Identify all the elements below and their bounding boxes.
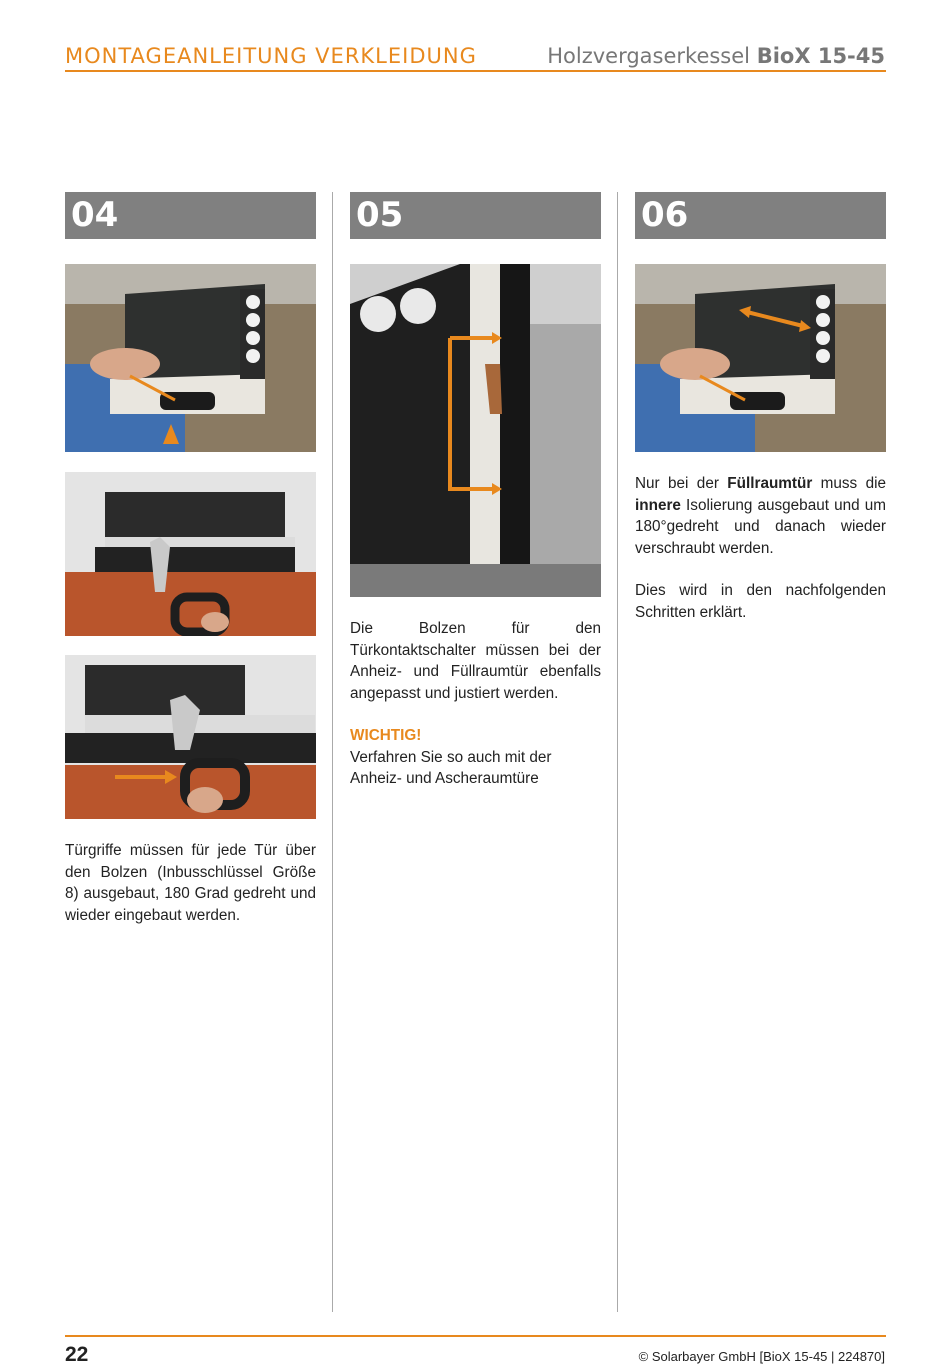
step-number-06: 06 bbox=[635, 192, 886, 239]
step-06-description bbox=[635, 473, 886, 623]
column-divider bbox=[332, 192, 333, 1312]
section-title: MONTAGEANLEITUNG VERKLEIDUNG bbox=[65, 44, 477, 68]
step-06-text-after: Isolierung ausgebaut und um 180°gedreht und danach wieder verschraubt werden. bbox=[635, 496, 886, 557]
photo-handle-rotated bbox=[65, 655, 316, 819]
product-title-plain: Holzvergaserkessel bbox=[547, 44, 751, 68]
step-06-text-mid: muss die bbox=[820, 475, 886, 492]
step-06-text bbox=[635, 473, 886, 559]
step-05-text: Die Bolzen für den Türkontaktschalter müssen bei der Anheiz- und Füllraumtür ebenfalls angepasst und justiert werden. bbox=[350, 620, 601, 702]
photo-insulation-rotation bbox=[635, 264, 886, 452]
footer-rule bbox=[65, 1335, 886, 1337]
step-06-text-before: Nur bei der bbox=[635, 475, 719, 492]
step-number-05: 05 bbox=[350, 192, 601, 239]
product-title-bold: BioX 15-45 bbox=[756, 44, 885, 68]
photo-door-handle-removal bbox=[65, 264, 316, 452]
important-label: WICHTIG! bbox=[350, 727, 422, 744]
step-06-bold-inner: innere bbox=[635, 496, 681, 514]
page-number: 22 bbox=[65, 1343, 89, 1366]
product-title bbox=[547, 44, 885, 68]
photo-handle-bolt bbox=[65, 472, 316, 636]
step-06-text2: Dies wird in den nachfolgenden Schritten erklärt. bbox=[635, 582, 886, 621]
important-text: Verfahren Sie so auch mit der Anheiz- und Ascheraumtüre bbox=[350, 748, 552, 787]
photo-door-contact-bolt bbox=[350, 264, 601, 597]
step-04-description bbox=[65, 840, 316, 926]
step-06-bold-door: Füllraumtür bbox=[727, 475, 813, 492]
copyright: © Solarbayer GmbH [BioX 15-45 | 224870] bbox=[638, 1349, 885, 1364]
header-rule bbox=[65, 70, 886, 72]
step-04-text: Türgriffe müssen für jede Tür über den Bolzen (Inbusschlüssel Größe 8) ausgebaut, 180 Grad gedreht und wieder eingebaut werden. bbox=[65, 842, 316, 924]
column-divider bbox=[617, 192, 618, 1312]
step-number-04: 04 bbox=[65, 192, 316, 239]
step-05-description bbox=[350, 618, 601, 790]
